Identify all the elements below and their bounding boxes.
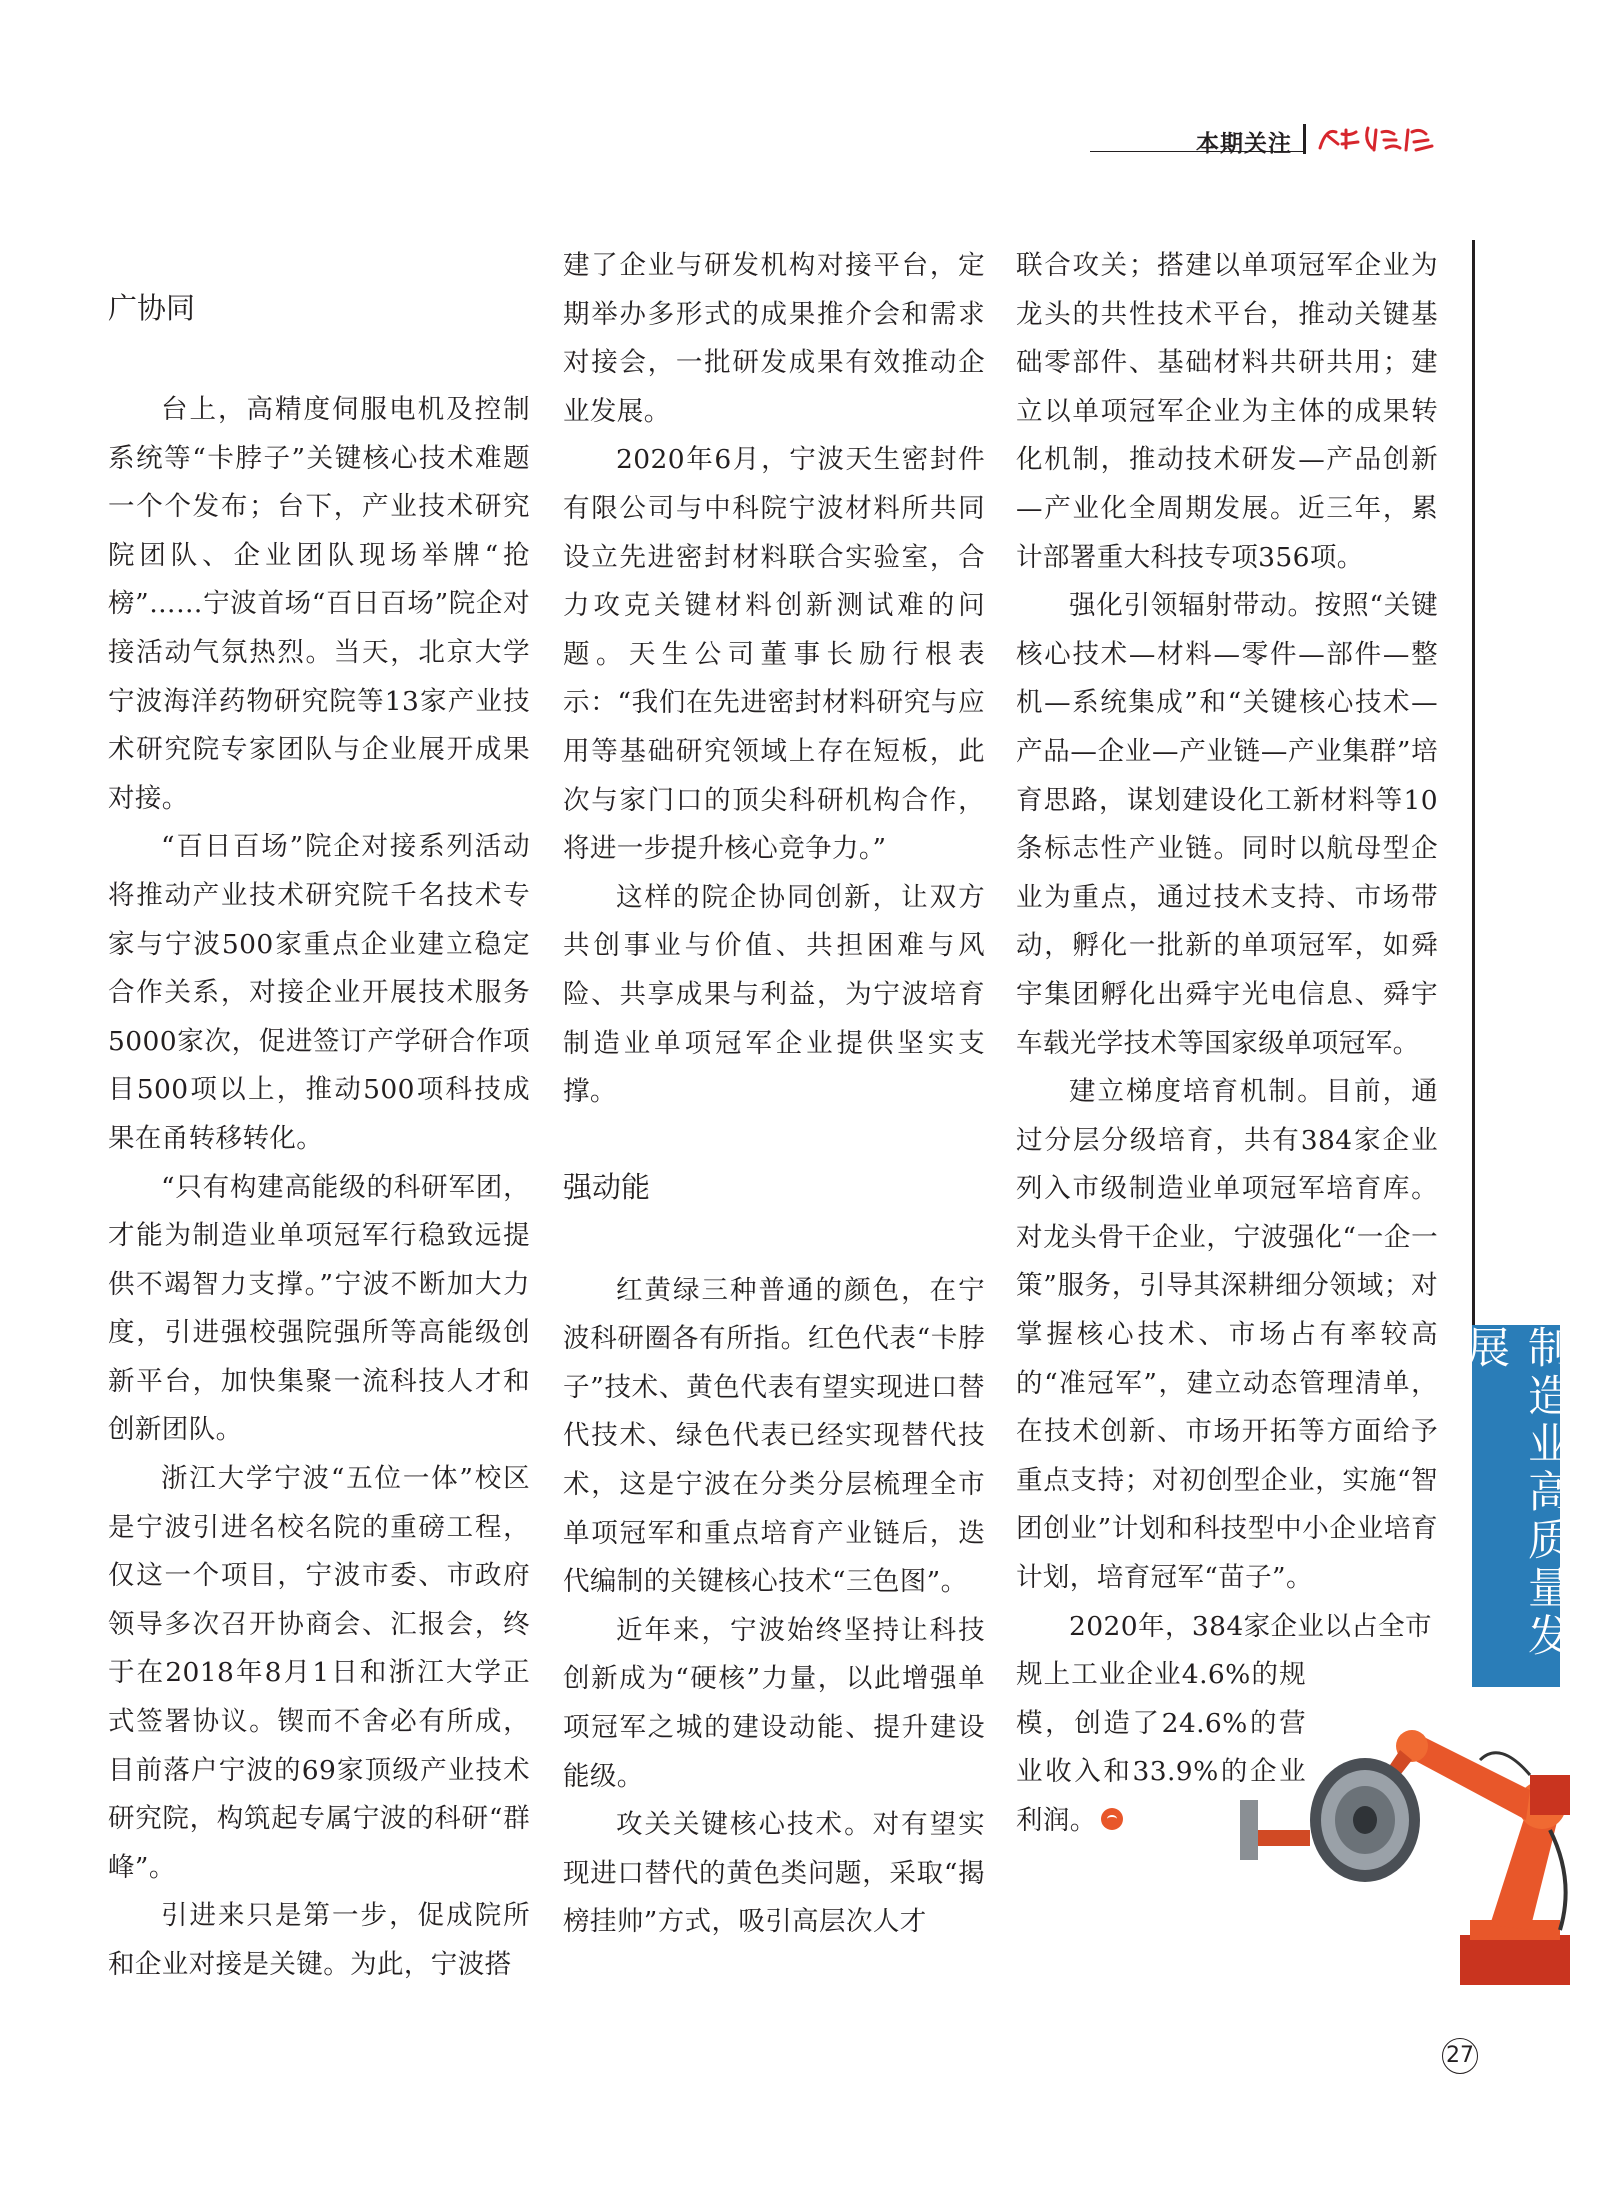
magazine-logo: [1316, 122, 1440, 154]
column-3: [1016, 242, 1438, 1846]
paragraph: 建了企业与研发机构对接平台，定期举办多形式的成果推介会和需求对接会，一批研发成果有效推动企业发展。: [563, 250, 985, 427]
page-number: 27: [1442, 2038, 1478, 2074]
paragraph: “百日百场”院企对接系列活动将推动产业技术研究院千名技术专家与宁波500家重点企业建立稳定合作关系，对接企业开展技术服务5000家次，促进签订产学研合作项目500项以上，推动500项科技成果在甬转移转化。: [108, 831, 530, 1154]
paragraph: 红黄绿三种普通的颜色，在宁波科研圈各有所指。红色代表“卡脖子”技术、黄色代表有望实现进口替代技术、绿色代表已经实现替代技术，这是宁波在分类分层梳理全市单项冠军和重点培育产业链后，迭代编制的关键核心技术“三色图”。: [563, 1274, 985, 1598]
section-heading-qiang-dong-neng: 强动能: [563, 1169, 651, 1204]
logo-calligraphy-icon: [1316, 122, 1440, 154]
column-2: [563, 242, 985, 1947]
paragraph: 浙江大学宁波“五位一体”校区是宁波引进名校名院的重磅工程，仅这一个项目，宁波市委、市政府领导多次召开协商会、汇报会，终于在2018年8月1日和浙江大学正式签署协议。锲而不舍必有所成，目前落户宁波的69家顶级产业技术研究院，构筑起专属宁波的科研“群峰”。: [108, 1463, 530, 1883]
paragraph: 近年来，宁波始终坚持让科技创新成为“硬核”力量，以此增强单项冠军之城的建设动能、提升建设能级。: [563, 1614, 985, 1792]
paragraph: 台上，高精度伺服电机及控制系统等“卡脖子”关键核心技术难题一个个发布；台下，产业技术研究院团队、企业团队现场举牌“抢榜”……宁波首场“百日百场”院企对接活动气氛热烈。当天，北京大学宁波海洋药物研究院等13家产业技术研究院专家团队与企业展开成果对接。: [108, 394, 530, 814]
article-end-icon: [1101, 1808, 1123, 1830]
paragraph: 建立梯度培育机制。目前，通过分层分级培育，共有384家企业列入市级制造业单项冠军培育库。对龙头骨干企业，宁波强化“一企一策”服务，引导其深耕细分领域；对掌握核心技术、市场占有率较高的“准冠军”，建立动态管理清单，在技术创新、市场开拓等方面给予重点支持；对初创型企业，实施“智团创业”计划和科技型中小企业培育计划，培育冠军“苗子”。: [1016, 1076, 1438, 1594]
paragraph: 攻关关键核心技术。对有望实现进口替代的黄色类问题，采取“揭榜挂帅”方式，吸引高层次人才: [563, 1809, 985, 1938]
paragraph: 引进来只是第一步，促成院所和企业对接是关键。为此，宁波搭: [108, 1900, 530, 1980]
side-tab-label: 制造业高质量发展: [1472, 1325, 1560, 1687]
paragraph: 2020年，384家企业以占全市: [1069, 1610, 1432, 1642]
industrial-robot-icon: [1230, 1680, 1590, 1990]
header-divider: [1303, 124, 1306, 154]
paragraph: 2020年6月，宁波天生密封件有限公司与中科院宁波材料所共同设立先进密封材料联合实验室，合力攻克关键材料创新测试难的问题。天生公司董事长励行根表示：“我们在先进密封材料研究与应用等基础研究领域上存在短板，此次与家门口的顶尖科研机构合作，将进一步提升核心竞争力。”: [563, 444, 985, 865]
column-1: [108, 242, 530, 1990]
paragraph: “只有构建高能级的科研军团，才能为制造业单项冠军行稳致远提供不竭智力支撑。”宁波不断加大力度，引进强校强院强所等高能级创新平台，加快集聚一流科技人才和创新团队。: [108, 1171, 530, 1446]
paragraph: 联合攻关；搭建以单项冠军企业为龙头的共性技术平台，推动关键基础零部件、基础材料共研共用；建立以单项冠军企业为主体的成果转化机制，推动技术研发—产品创新—产业化全周期发展。近三年，累计部署重大科技专项356项。: [1016, 250, 1438, 573]
side-rule: [1472, 240, 1475, 1325]
final-text: 规上工业企业4.6%的规模，创造了24.6%的营业收入和33.9%的企业利润。: [1016, 1659, 1306, 1836]
section-label: 本期关注: [1196, 131, 1292, 157]
paragraph: 强化引领辐射带动。按照“关键核心技术—材料—零件—部件—整机—系统集成”和“关键核心技术—产品—企业—产业链—产业集群”培育思路，谋划建设化工新材料等10条标志性产业链。同时以航母型企业为重点，通过技术支持、市场带动，孵化一批新的单项冠军，如舜宇集团孵化出舜宇光电信息、舜宇车载光学技术等国家级单项冠军。: [1016, 590, 1438, 1059]
paragraph: 这样的院企协同创新，让双方共创事业与价值、共担困难与风险、共享成果与利益，为宁波培育制造业单项冠军企业提供坚实支撑。: [563, 881, 985, 1108]
section-heading-guang-xie-tong: 广协同: [108, 291, 196, 325]
